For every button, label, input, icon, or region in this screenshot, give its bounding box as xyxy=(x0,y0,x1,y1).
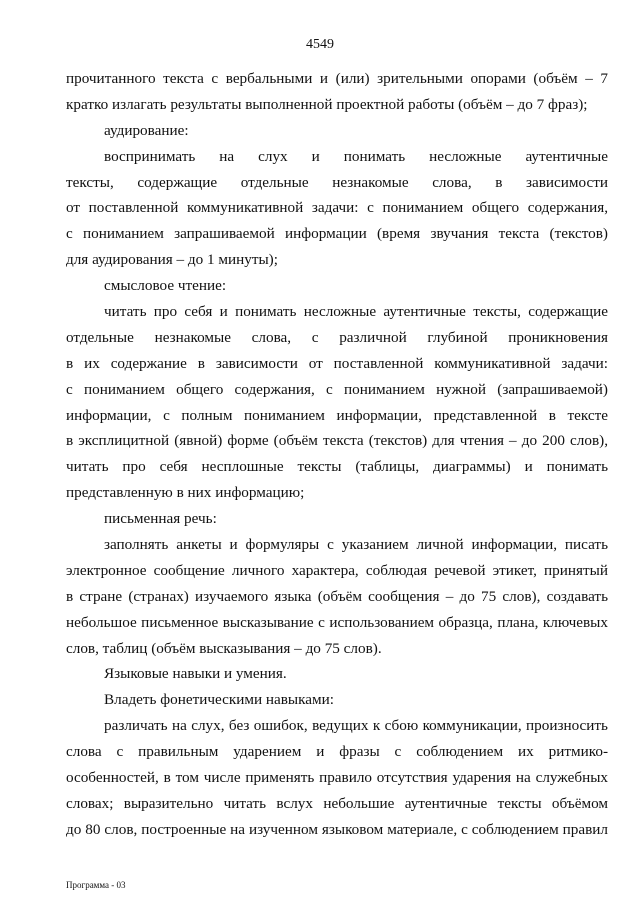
text-line: письменная речь: xyxy=(104,510,217,528)
text-line: воспринимать на слух и понимать несложные аутентичные xyxy=(104,147,608,165)
text-line: слов, таблиц (объём высказывания – до 75 слов). xyxy=(66,639,382,657)
text-line: небольшое письменное высказывание с использованием образца, плана, ключевых xyxy=(66,613,608,631)
text-line: прочитанного текста с вербальными и (или) зрительными опорами (объём – 7 xyxy=(66,70,608,87)
text-line: от поставленной коммуникативной задачи: с пониманием общего содержания, xyxy=(66,199,608,217)
text-line: до 80 слов, построенные на изученном языковом материале, с соблюдением правил xyxy=(66,820,608,838)
text-line: словах; выразительно читать вслух небольшие аутентичные тексты объёмом xyxy=(66,794,608,812)
text-line: Языковые навыки и умения. xyxy=(104,665,287,683)
text-line: кратко излагать результаты выполненной проектной работы (объём – до 7 фраз); xyxy=(66,95,588,113)
text-line: Владеть фонетическими навыками: xyxy=(104,691,334,709)
text-line: заполнять анкеты и формуляры с указанием личной информации, писать xyxy=(104,536,608,554)
text-line: с пониманием общего содержания, с пониманием нужной (запрашиваемой) xyxy=(66,380,608,398)
text-line: различать на слух, без ошибок, ведущих к сбою коммуникации, произносить xyxy=(104,717,608,735)
text-line: электронное сообщение личного характера, соблюдая речевой этикет, принятый xyxy=(66,561,608,579)
text-line: в стране (странах) изучаемого языка (объём сообщения – до 75 слов), создавать xyxy=(66,587,608,605)
text-line: представленную в них информацию; xyxy=(66,484,305,502)
text-line: аудирование: xyxy=(104,121,189,139)
text-line: в их содержание в зависимости от поставленной коммуникативной задачи: xyxy=(66,354,608,372)
page-footer: Программа - 03 xyxy=(66,880,126,890)
text-line: отдельные незнакомые слова, с различной глубиной проникновения xyxy=(66,328,608,346)
body-text xyxy=(66,66,608,843)
text-line: в эксплицитной (явной) форме (объём текста (текстов) для чтения – до 200 слов), xyxy=(66,432,608,450)
text-line: смысловое чтение: xyxy=(104,277,227,295)
text-line: слова с правильным ударением и фразы с соблюдением их ритмико- xyxy=(66,743,608,761)
page-number: 4549 xyxy=(306,37,334,52)
text-line: читать про себя несплошные тексты (таблицы, диаграммы) и понимать xyxy=(66,458,608,476)
text-line: тексты, содержащие отдельные незнакомые слова, в зависимости xyxy=(66,173,608,191)
text-line: читать про себя и понимать несложные аутентичные тексты, содержащие xyxy=(104,303,608,321)
text-line: особенностей, в том числе применять правило отсутствия ударения на служебных xyxy=(66,769,608,787)
text-line: для аудирования – до 1 минуты); xyxy=(66,251,278,269)
text-line: с пониманием запрашиваемой информации (время звучания текста (текстов) xyxy=(66,225,608,243)
text-line: информации, с полным пониманием информации, представленной в тексте xyxy=(66,406,608,424)
